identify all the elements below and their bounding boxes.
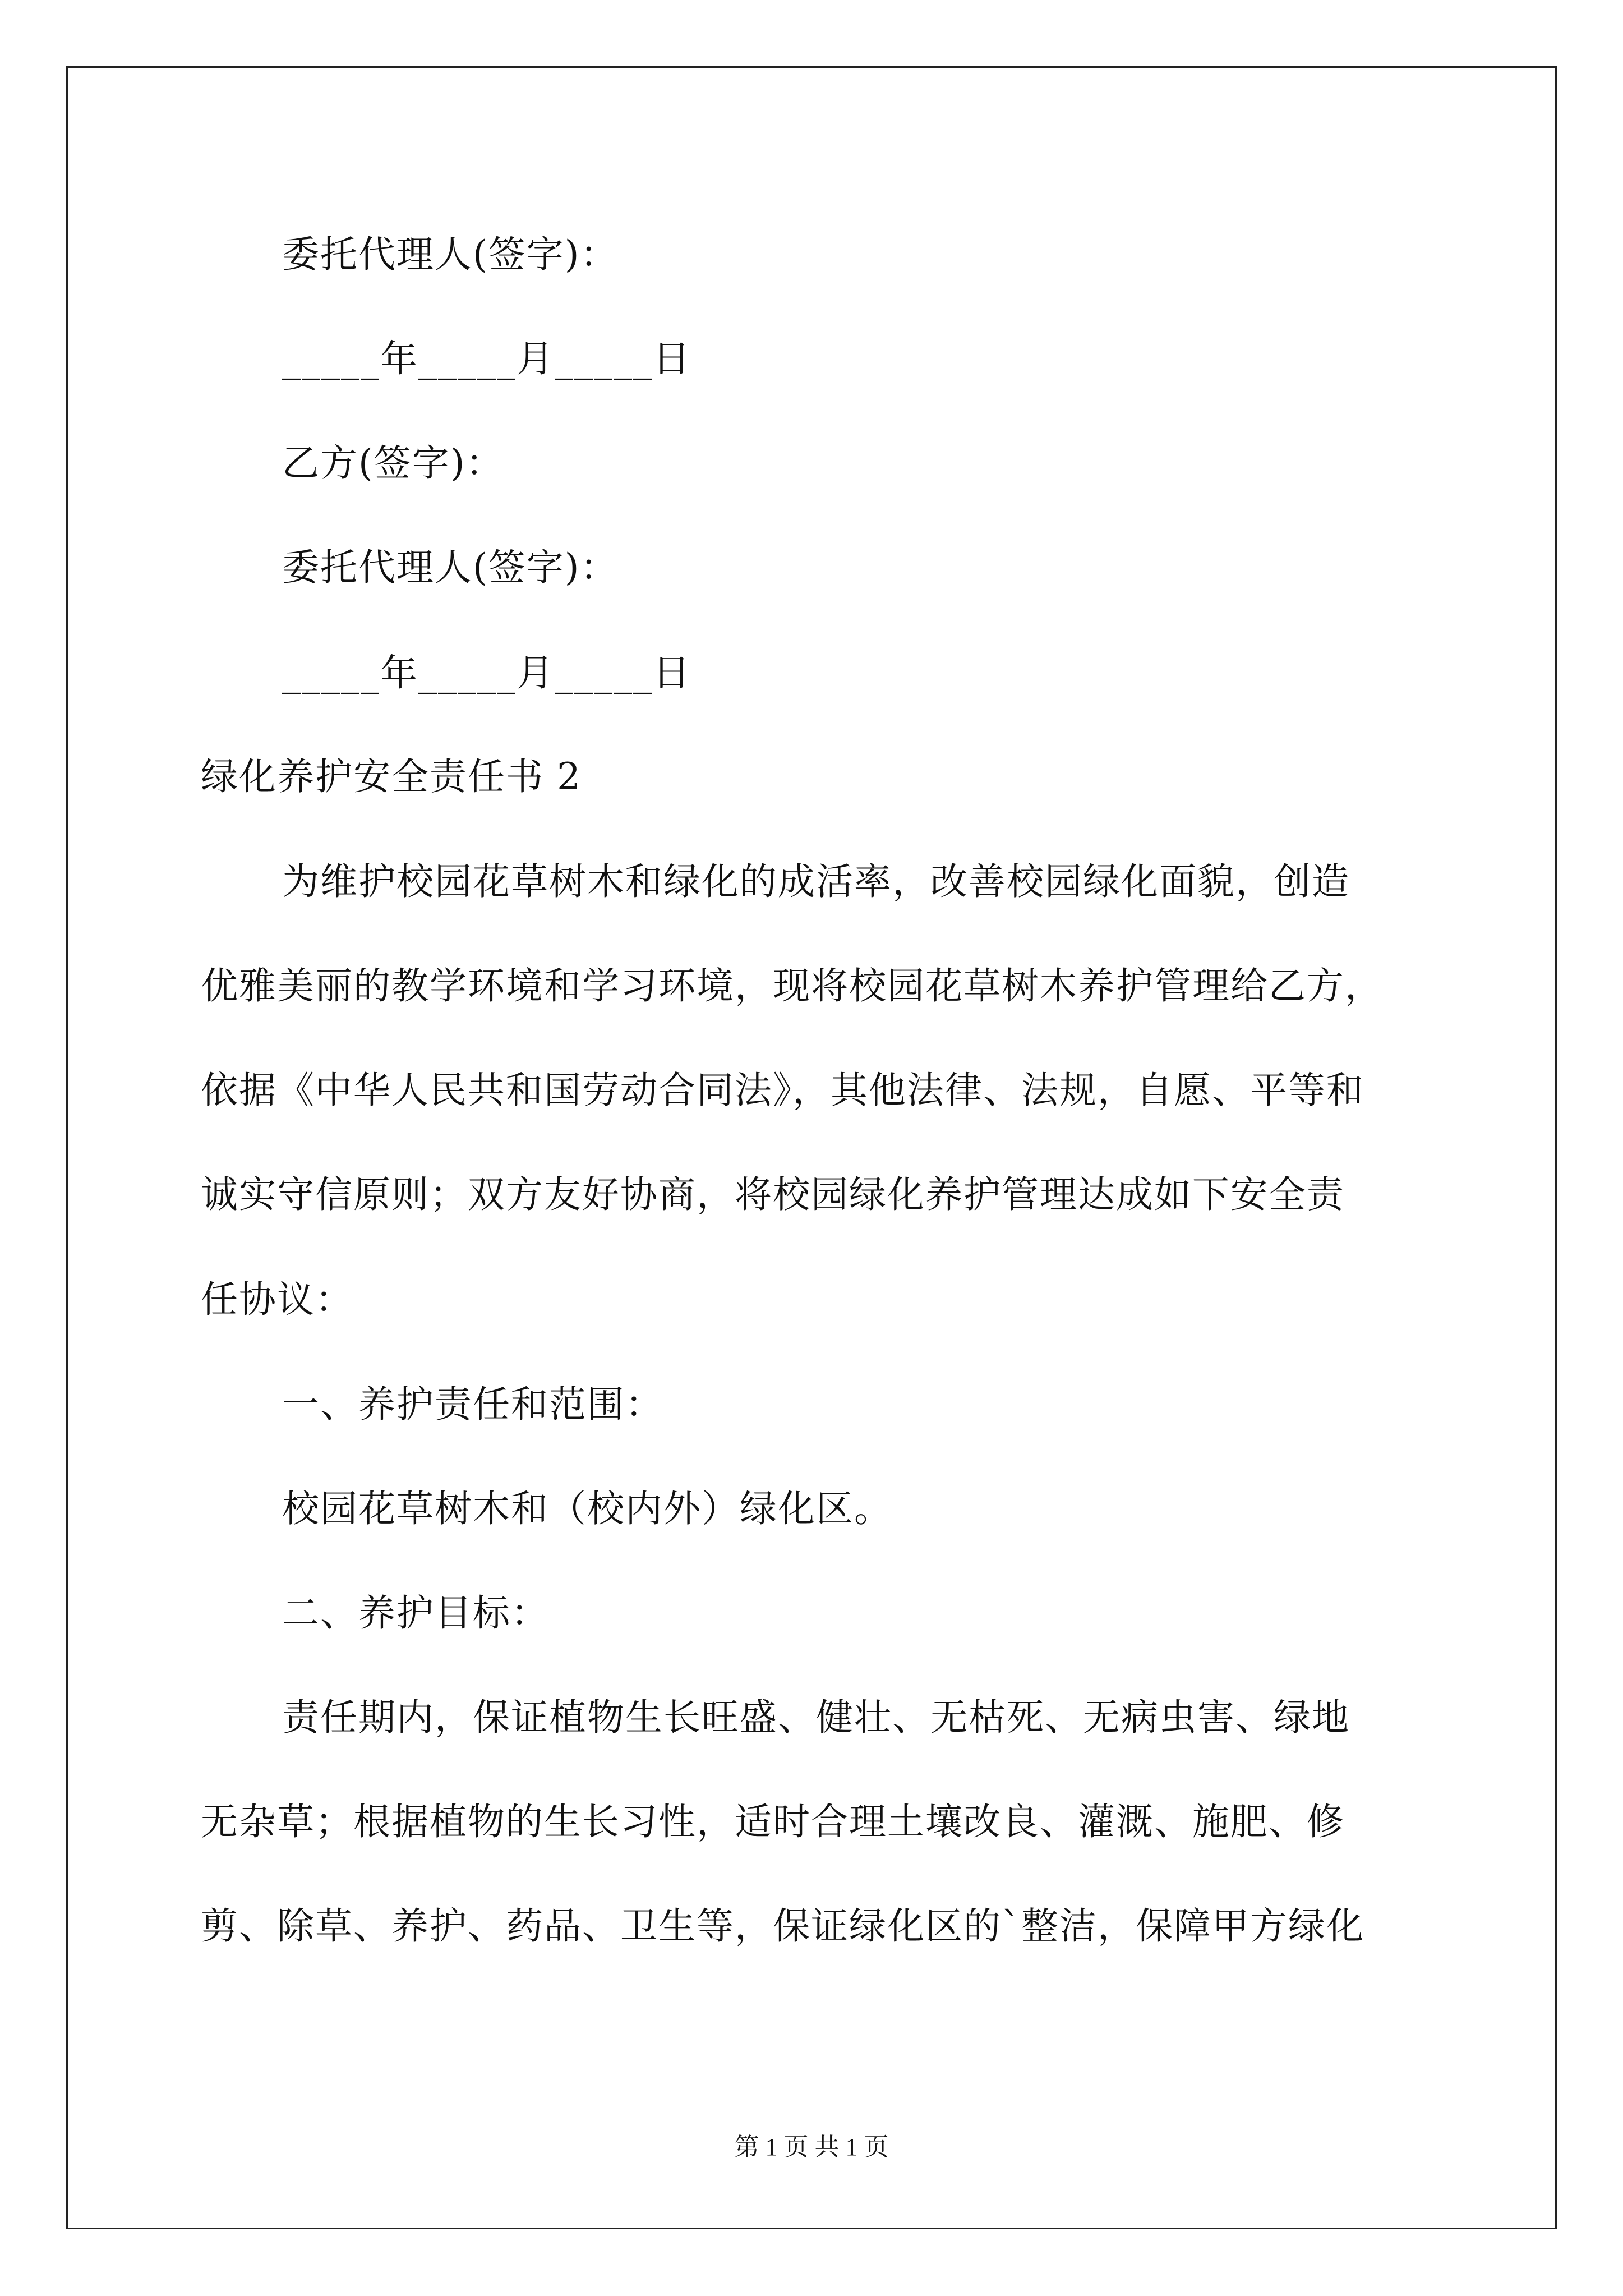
paragraph-line: 依据《中华人民共和国劳动合同法》，其他法律、法规，自愿、平等和 [201, 1069, 1364, 1112]
heading-line: 二、养护目标： [282, 1591, 549, 1635]
paragraph-line: 诚实守信原则；双方友好协商，将校园绿化养护管理达成如下安全责 [201, 1173, 1345, 1216]
section-title: 绿化养护安全责任书 2 [201, 755, 582, 798]
paragraph-line: 校园花草树木和（校内外）绿化区。 [282, 1487, 892, 1530]
paragraph-line: 任协议： [201, 1278, 353, 1321]
page-footer: 第 1 页 共 1 页 [734, 2133, 889, 2161]
paragraph-line: 优雅美丽的教学环境和学习环境，现将校园花草树木养护管理给乙方， [201, 964, 1383, 1007]
paragraph-line: 责任期内，保证植物生长旺盛、健壮、无枯死、无病虫害、绿地 [282, 1696, 1350, 1739]
date-line: _____年_____月_____日 [282, 337, 691, 380]
date-line: _____年_____月_____日 [282, 651, 691, 694]
agent-signature-line: 委托代理人(签字)： [282, 546, 619, 589]
agent-signature-line: 委托代理人(签字)： [282, 233, 619, 276]
paragraph-line: 剪、除草、养护、药品、卫生等，保证绿化区的`整洁，保障甲方绿化 [201, 1904, 1364, 1948]
party-b-signature-line: 乙方(签字)： [282, 441, 504, 485]
heading-line: 一、养护责任和范围： [282, 1383, 663, 1426]
paragraph-line: 无杂草；根据植物的生长习性，适时合理土壤改良、灌溉、施肥、修 [201, 1800, 1345, 1843]
paragraph-line: 为维护校园花草树木和绿化的成活率，改善校园绿化面貌，创造 [282, 860, 1350, 903]
